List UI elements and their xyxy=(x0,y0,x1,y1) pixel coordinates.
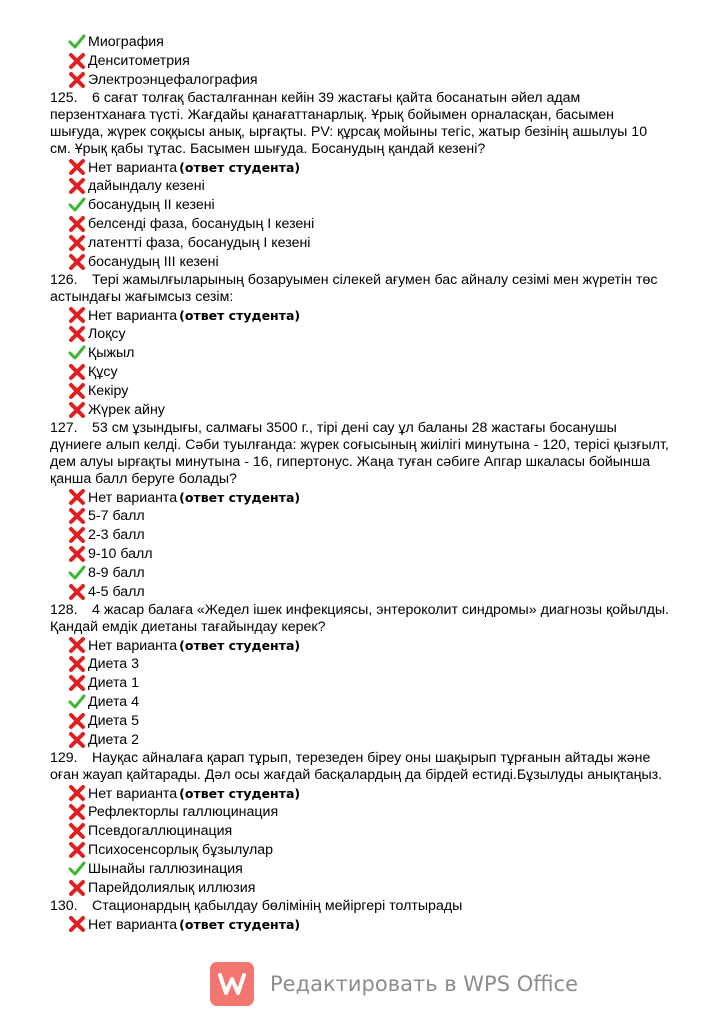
answer-option xyxy=(88,860,724,879)
answer-option-label: Кекіру xyxy=(88,383,129,399)
question-block xyxy=(0,750,724,898)
answer-option xyxy=(88,71,724,90)
answer-option xyxy=(88,507,724,526)
answer-option-label: 5-7 балл xyxy=(88,508,145,524)
answer-option xyxy=(88,841,724,860)
cross-icon xyxy=(68,915,86,933)
answer-option-label: Психосенсорлық бұзылулар xyxy=(88,842,274,858)
answer-option-label: Миография xyxy=(88,34,164,50)
question-block xyxy=(0,420,724,602)
answer-option-label: Денситометрия xyxy=(88,53,190,69)
cross-icon xyxy=(68,71,86,89)
cross-icon xyxy=(68,325,86,343)
answer-option xyxy=(88,636,724,655)
question-body: Науқас айналаға қарап тұрып, терезеден біреу оны шақырып тұрғанын айтады және оған жауап қайтарады. Дәл осы жағдай басқалардың да бірдей естиді.Бұзылуды анықтаңыз. xyxy=(50,750,663,783)
cross-icon xyxy=(68,488,86,506)
answer-option xyxy=(88,784,724,803)
answer-option xyxy=(88,803,724,822)
answer-option-label: Рефлекторлы галлюцинация xyxy=(88,804,279,820)
cross-icon xyxy=(68,583,86,601)
answer-option-label: Лоқсу xyxy=(88,326,126,342)
question-number: 126. xyxy=(50,272,78,288)
cross-icon xyxy=(68,306,86,324)
question-number: 129. xyxy=(50,750,78,766)
answer-option xyxy=(88,545,724,564)
student-answer-tag: (ответ студента) xyxy=(179,490,301,505)
answer-option xyxy=(88,382,724,401)
question-text xyxy=(50,272,670,306)
answer-option-label: Нет варианта xyxy=(88,638,178,654)
question-text xyxy=(50,898,670,915)
answer-option xyxy=(88,215,724,234)
answer-option xyxy=(88,344,724,363)
answer-option-label: Нет варианта xyxy=(88,490,178,506)
answer-option-label: Диета 2 xyxy=(88,732,140,748)
question-body: 4 жасар балаға «Жедел ішек инфекциясы, энтероколит синдромы» диагнозы қойылды. Қандай емдік диетаны тағайындау керек? xyxy=(50,602,669,635)
answer-option xyxy=(88,564,724,583)
cross-icon xyxy=(68,253,86,271)
cross-icon xyxy=(68,382,86,400)
answer-option xyxy=(88,712,724,731)
cross-icon xyxy=(68,363,86,381)
question-number: 125. xyxy=(50,90,78,106)
answer-option xyxy=(88,158,724,177)
cross-icon xyxy=(68,879,86,897)
cross-icon xyxy=(68,674,86,692)
answer-option-label: Жүрек айну xyxy=(88,402,165,418)
answer-option-label: Электроэнцефалография xyxy=(88,72,258,88)
student-answer-tag: (ответ студента) xyxy=(179,160,301,175)
question-number: 130. xyxy=(50,898,78,914)
wps-edit-banner[interactable] xyxy=(210,962,578,1006)
answer-option xyxy=(88,253,724,272)
answer-option xyxy=(88,488,724,507)
student-answer-tag: (ответ студента) xyxy=(179,786,301,801)
question-number: 127. xyxy=(50,420,78,436)
answer-option-label: Қыжыл xyxy=(88,345,135,361)
answer-option xyxy=(88,731,724,750)
answer-option-label: 9-10 балл xyxy=(88,546,153,562)
question-text xyxy=(50,750,670,784)
cross-icon xyxy=(68,712,86,730)
answer-option xyxy=(88,306,724,325)
previous-question-options xyxy=(0,0,724,90)
answer-option xyxy=(88,33,724,52)
answer-option xyxy=(88,234,724,253)
check-icon xyxy=(68,33,86,51)
answer-option xyxy=(88,196,724,215)
answer-option xyxy=(88,177,724,196)
cross-icon xyxy=(68,822,86,840)
cross-icon xyxy=(68,841,86,859)
question-body: Тері жамылғыларының бозаруымен сілекей ағумен бас айналу сезімі мен жүретін төс астындағы жағымсыз сезім: xyxy=(50,272,658,305)
answer-option-label: дайындалу кезені xyxy=(88,178,205,194)
answer-option-label: 8-9 балл xyxy=(88,565,145,581)
answer-option-label: Диета 4 xyxy=(88,694,140,710)
cross-icon xyxy=(68,655,86,673)
cross-icon xyxy=(68,636,86,654)
answer-option-label: Нет варианта xyxy=(88,160,178,176)
question-number: 128. xyxy=(50,602,78,618)
student-answer-tag: (ответ студента) xyxy=(179,308,301,323)
wps-edit-label[interactable]: Редактировать в WPS Office xyxy=(270,972,579,996)
answer-option-label: Диета 5 xyxy=(88,713,140,729)
answer-option xyxy=(88,822,724,841)
answer-option-label: латентті фаза, босанудың І кезені xyxy=(88,235,311,251)
check-icon xyxy=(68,196,86,214)
question-body: 53 см ұзындығы, салмағы 3500 г., тірі дені сау ұл баланы 28 жастағы босанушы дүниеге алып келді. Сәби туылғанда: жүрек соғысының жиілігі минутына - 120, терісі қызғылт, дем алуы ырғақты минутына - 16, гипертонус. Жаңа туған сәбиге Апгар шкаласы бойынша қанша балл беруге болады? xyxy=(50,420,669,487)
answer-option-label: Нет варианта xyxy=(88,308,178,324)
answer-option xyxy=(88,325,724,344)
question-text xyxy=(50,90,670,158)
cross-icon xyxy=(68,526,86,544)
wps-logo-icon[interactable] xyxy=(210,962,254,1006)
answer-option-label: Нет варианта xyxy=(88,786,178,802)
answer-option xyxy=(88,674,724,693)
answer-option-label: Парейдолиялық иллюзия xyxy=(88,880,256,896)
answer-option xyxy=(88,583,724,602)
answer-option xyxy=(88,401,724,420)
answer-option-label: Нет варианта xyxy=(88,917,178,933)
student-answer-tag: (ответ студента) xyxy=(179,917,301,932)
answer-option-label: Диета 1 xyxy=(88,675,140,691)
cross-icon xyxy=(68,731,86,749)
answer-option-label: Құсу xyxy=(88,364,118,380)
cross-icon xyxy=(68,158,86,176)
cross-icon xyxy=(68,234,86,252)
answer-option-label: Шынайы галлюзинация xyxy=(88,861,243,877)
answer-option-label: босанудың ІІІ кезені xyxy=(88,254,219,270)
cross-icon xyxy=(68,784,86,802)
answer-option-label: 4-5 балл xyxy=(88,584,145,600)
answer-option xyxy=(88,655,724,674)
answer-option xyxy=(88,879,724,898)
cross-icon xyxy=(68,803,86,821)
check-icon xyxy=(68,564,86,582)
answer-option-label: Псевдогаллюцинация xyxy=(88,823,233,839)
answer-option xyxy=(88,915,724,934)
question-text xyxy=(50,420,670,488)
question-block xyxy=(0,90,724,272)
question-block xyxy=(0,602,724,750)
cross-icon xyxy=(68,177,86,195)
answer-option xyxy=(88,363,724,382)
cross-icon xyxy=(68,401,86,419)
question-block xyxy=(0,898,724,934)
question-body: 6 сағат толғақ басталғаннан кейін 39 жастағы қайта босанатын әйел адам перзентханаға түсті. Жағдайы қанағаттанарлық. Ұрық бойымен орналасқан, басымен шығуда, жүрек соққысы анық, ырғақты. PV: құрсақ мойыны тегіс, жатыр безінің ашылуы 10 см. Ұрық қабы тұтас. Басымен шығуда. Босанудың қандай кезені? xyxy=(50,90,648,157)
cross-icon xyxy=(68,52,86,70)
answer-option xyxy=(88,693,724,712)
question-body: Стационардың қабылдау бөлімінің мейіргері толтырады xyxy=(92,898,463,914)
answer-option xyxy=(88,526,724,545)
check-icon xyxy=(68,860,86,878)
question-block xyxy=(0,272,724,420)
question-text xyxy=(50,602,670,636)
answer-option-label: 2-3 балл xyxy=(88,527,145,543)
student-answer-tag: (ответ студента) xyxy=(179,638,301,653)
check-icon xyxy=(68,693,86,711)
answer-option-label: Диета 3 xyxy=(88,656,140,672)
answer-option-label: белсенді фаза, босанудың І кезені xyxy=(88,216,315,232)
cross-icon xyxy=(68,545,86,563)
answer-option xyxy=(88,52,724,71)
cross-icon xyxy=(68,507,86,525)
check-icon xyxy=(68,344,86,362)
answer-option-label: босанудың ІІ кезені xyxy=(88,197,215,213)
cross-icon xyxy=(68,215,86,233)
